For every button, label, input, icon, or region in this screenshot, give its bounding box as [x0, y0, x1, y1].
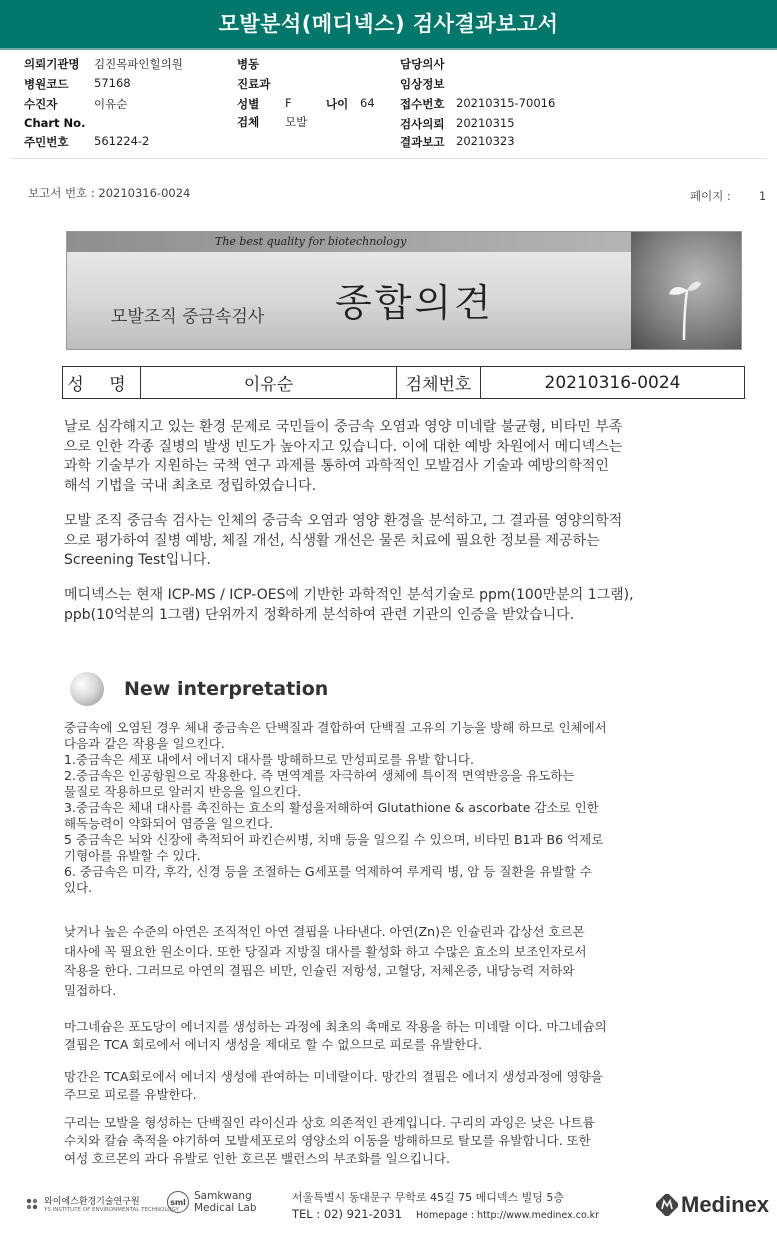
text-line: 망간은 TCA회로에서 에너지 생성에 관여하는 미네랄이다. 망간의 결핍은 에너지 생성과정에 영향을: [64, 1069, 603, 1084]
text-line: 해석 기법을 국내 최초로 정립하였습니다.: [64, 477, 317, 494]
moon-bullet-icon: [70, 672, 104, 706]
text-line: 으로 평가하여 질병 예방, 체질 개선, 식생활 개선은 물론 치료에 필요한 정보를 제공하는: [64, 532, 600, 549]
patient-info: [0, 52, 777, 150]
chart-no-label: Chart No.: [24, 116, 86, 130]
manganese-section: [64, 1068, 754, 1104]
page-label: 페이지 :: [690, 189, 731, 203]
text-line: 으로 인한 각종 질병의 발생 빈도가 높아지고 있습니다. 이에 대한 예방 차원에서 메디넥스는: [64, 438, 623, 455]
medinex-mark-icon: [656, 1194, 678, 1216]
sex-label: 성별: [237, 97, 260, 111]
receipt-no-label: 접수번호: [400, 97, 445, 111]
page-value: 1: [758, 189, 767, 203]
age-label: 나이: [326, 97, 349, 111]
banner-title: 종합의견: [335, 281, 494, 325]
report-date-label: 결과보고: [400, 135, 445, 149]
footer-address: 서울특별시 동대문구 무학로 45길 75 메디넥스 빌딩 5층: [292, 1191, 564, 1204]
samkwang-sub: Medical Lab: [194, 1202, 257, 1214]
examinee-value: 이유순: [94, 97, 128, 111]
text-line: 6. 중금속은 미각, 후각, 신경 등을 조절하는 G세포를 억제하여 루게릭 병, 암 등 질환을 유발할 수: [64, 864, 592, 879]
text-line: 대사에 꼭 필요한 원소이다. 또한 당질과 지방질 대사를 활성화 하고 수많은 효소의 보조인자로서: [64, 943, 587, 959]
report-date-value: 20210323: [456, 134, 515, 148]
hospital-code-label: 병원코드: [24, 77, 69, 91]
intro-paragraph-3: [64, 586, 754, 625]
ward-label: 병동: [237, 57, 260, 71]
receipt-no-value: 20210315-70016: [456, 96, 556, 110]
text-line: Screening Test입니다.: [64, 552, 211, 568]
department-label: 진료과: [237, 77, 271, 91]
page-number: [690, 188, 766, 204]
heavy-metal-section: [64, 720, 754, 896]
text-line: 물질로 작용하므로 알러지 반응을 일으킨다.: [64, 784, 302, 799]
footer-address-block: [292, 1190, 599, 1224]
sprout-icon: [667, 270, 701, 340]
intro-paragraph-2: [64, 512, 754, 571]
text-line: 과학 기술부가 지원하는 국책 연구 과제를 통하여 과학적인 모발검사 기술과 예방의학적인: [64, 458, 609, 474]
new-interpretation-heading: [70, 672, 328, 706]
age-value: 64: [360, 96, 375, 110]
text-line: 다음과 같은 작용을 일으킨다.: [64, 736, 225, 751]
new-interpretation-title: New interpretation: [124, 678, 329, 700]
text-line: 1.중금속은 세포 내에서 에너지 대사를 방해하므로 만성피로를 유발 합니다.: [64, 752, 474, 767]
specimen-no-value: 20210316-0024: [544, 372, 681, 393]
text-line: 해독능력이 약화되어 염증을 일으킨다.: [64, 816, 274, 831]
text-line: 낮거나 높은 수준의 아연은 조직적인 아연 결핍을 나타낸다. 아연(Zn)은 인슐린과 갑상선 호르몬: [64, 924, 585, 939]
request-date-value: 20210315: [456, 116, 515, 130]
footer-homepage[interactable]: Homepage : http://www.medinex.co.kr: [416, 1210, 600, 1221]
ys-institute-sub: YS INSTITUTE OF ENVIRONMENTAL TECHNOLOGY: [44, 1207, 179, 1213]
title-underline: [0, 48, 777, 50]
specimen-no-label: 검체번호: [397, 367, 481, 398]
name-table: [62, 366, 745, 399]
specimen-label: 검체: [237, 115, 260, 129]
text-line: 작용을 한다. 그러므로 아연의 결핍은 비만, 인슐린 저항성, 고혈당, 저체온증, 내당능력 저하와: [64, 963, 575, 978]
hospital-code-value: 57168: [94, 76, 131, 90]
text-line: 메디넥스는 현재 ICP-MS / ICP-OES에 기반한 과학적인 분석기술로 ppm(100만분의 1그램),: [64, 587, 634, 603]
text-line: 수치와 칼슘 축적을 야기하여 모발세포로의 영양소의 이동을 방해하므로 탈모를 유발합니다. 또한: [64, 1133, 591, 1148]
medinex-logo: [656, 1192, 769, 1218]
banner-tagline: The best quality for biotechnology: [215, 235, 407, 248]
footer-tel: TEL : 02) 921-2031: [292, 1207, 403, 1221]
text-line: 기형아를 유발할 수 있다.: [64, 848, 201, 863]
examinee-label: 수진자: [24, 97, 58, 111]
summary-banner: [66, 231, 742, 350]
ys-institute-name: 와이에스환경기술연구원: [44, 1197, 140, 1207]
resident-no-value: 561224-2: [94, 134, 150, 148]
text-line: 여성 호르몬의 과다 유발로 인한 호르몬 밸런스의 부조화를 일으킵니다.: [64, 1151, 450, 1166]
institution-value: 김진목파인힐의원: [94, 57, 183, 71]
report-number: 보고서 번호 : 20210316-0024: [28, 186, 191, 200]
section-divider: [10, 158, 767, 159]
institution-label: 의뢰기관명: [24, 57, 80, 71]
text-line: 주므로 피로를 유발한다.: [64, 1087, 197, 1102]
ys-institute-logo: [24, 1194, 179, 1213]
text-line: 모발 조직 중금속 검사는 인체의 중금속 오염과 영양 환경을 분석하고, 그 결과를 영양의학적: [64, 513, 623, 529]
specimen-value: 모발: [285, 115, 308, 129]
name-label: 성 명: [63, 367, 141, 398]
copper-section: [64, 1114, 754, 1168]
banner-subtitle: 모발조직 중금속검사: [111, 307, 265, 327]
sml-mark-icon: sml: [167, 1191, 189, 1213]
intro-paragraph-1: [64, 418, 754, 496]
text-line: 중금속에 오염된 경우 체내 중금속은 단백질과 결합하여 단백질 고유의 기능을 방해 하므로 인체에서: [64, 720, 607, 735]
text-line: 5 중금속은 뇌와 신장에 축적되어 파킨슨씨병, 치매 등을 일으킬 수 있으며, 비타민 B1과 B6 억제로: [64, 832, 604, 847]
sex-value: F: [285, 96, 292, 110]
resident-no-label: 주민번호: [24, 135, 69, 149]
text-line: 결핍은 TCA 회로에서 에너지 생성을 제대로 할 수 없으므로 피로를 유발한다.: [64, 1037, 483, 1052]
text-line: 3.중금속은 체내 대사를 촉진하는 효소의 활성을저해하여 Glutathione & ascorbate 감소로 인한: [64, 800, 599, 815]
samkwang-name: Samkwang: [194, 1190, 252, 1202]
footer: [0, 1180, 777, 1240]
text-line: 있다.: [64, 880, 93, 895]
text-line: 구리는 모발을 형성하는 단백질인 라이신과 상호 의존적인 관계입니다. 구리의 과잉은 낮은 나트륨: [64, 1115, 595, 1130]
zinc-section: [64, 922, 754, 1000]
name-value: 이유순: [141, 367, 397, 398]
clinical-label: 임상정보: [400, 77, 445, 91]
text-line: 날로 심각해지고 있는 환경 문제로 국민들이 중금속 오염과 영양 미네랄 불균형, 비타민 부족: [64, 419, 623, 435]
text-line: ppb(10억분의 1그램) 단위까지 정확하게 분석하여 관련 기관의 인증을 받았습니다.: [64, 606, 575, 623]
medinex-brand: Medinex: [681, 1192, 770, 1217]
text-line: 마그네슘은 포도당이 에너지를 생성하는 과정에 최초의 촉매로 작용을 하는 미네랄 이다. 마그네슘의: [64, 1019, 607, 1034]
report-title: 모발분석(메디넥스) 검사결과보고서: [0, 0, 777, 48]
ys-leaf-icon: [24, 1196, 40, 1212]
request-date-label: 검사의뢰: [400, 117, 445, 131]
text-line: 밀접하다.: [64, 982, 117, 998]
doctor-label: 담당의사: [400, 57, 445, 71]
magnesium-section: [64, 1018, 754, 1054]
text-line: 2.중금속은 인공항원으로 작용한다. 즉 면역계를 자극하여 생체에 특이적 면역반응을 유도하는: [64, 768, 575, 783]
samkwang-logo: [167, 1190, 257, 1214]
